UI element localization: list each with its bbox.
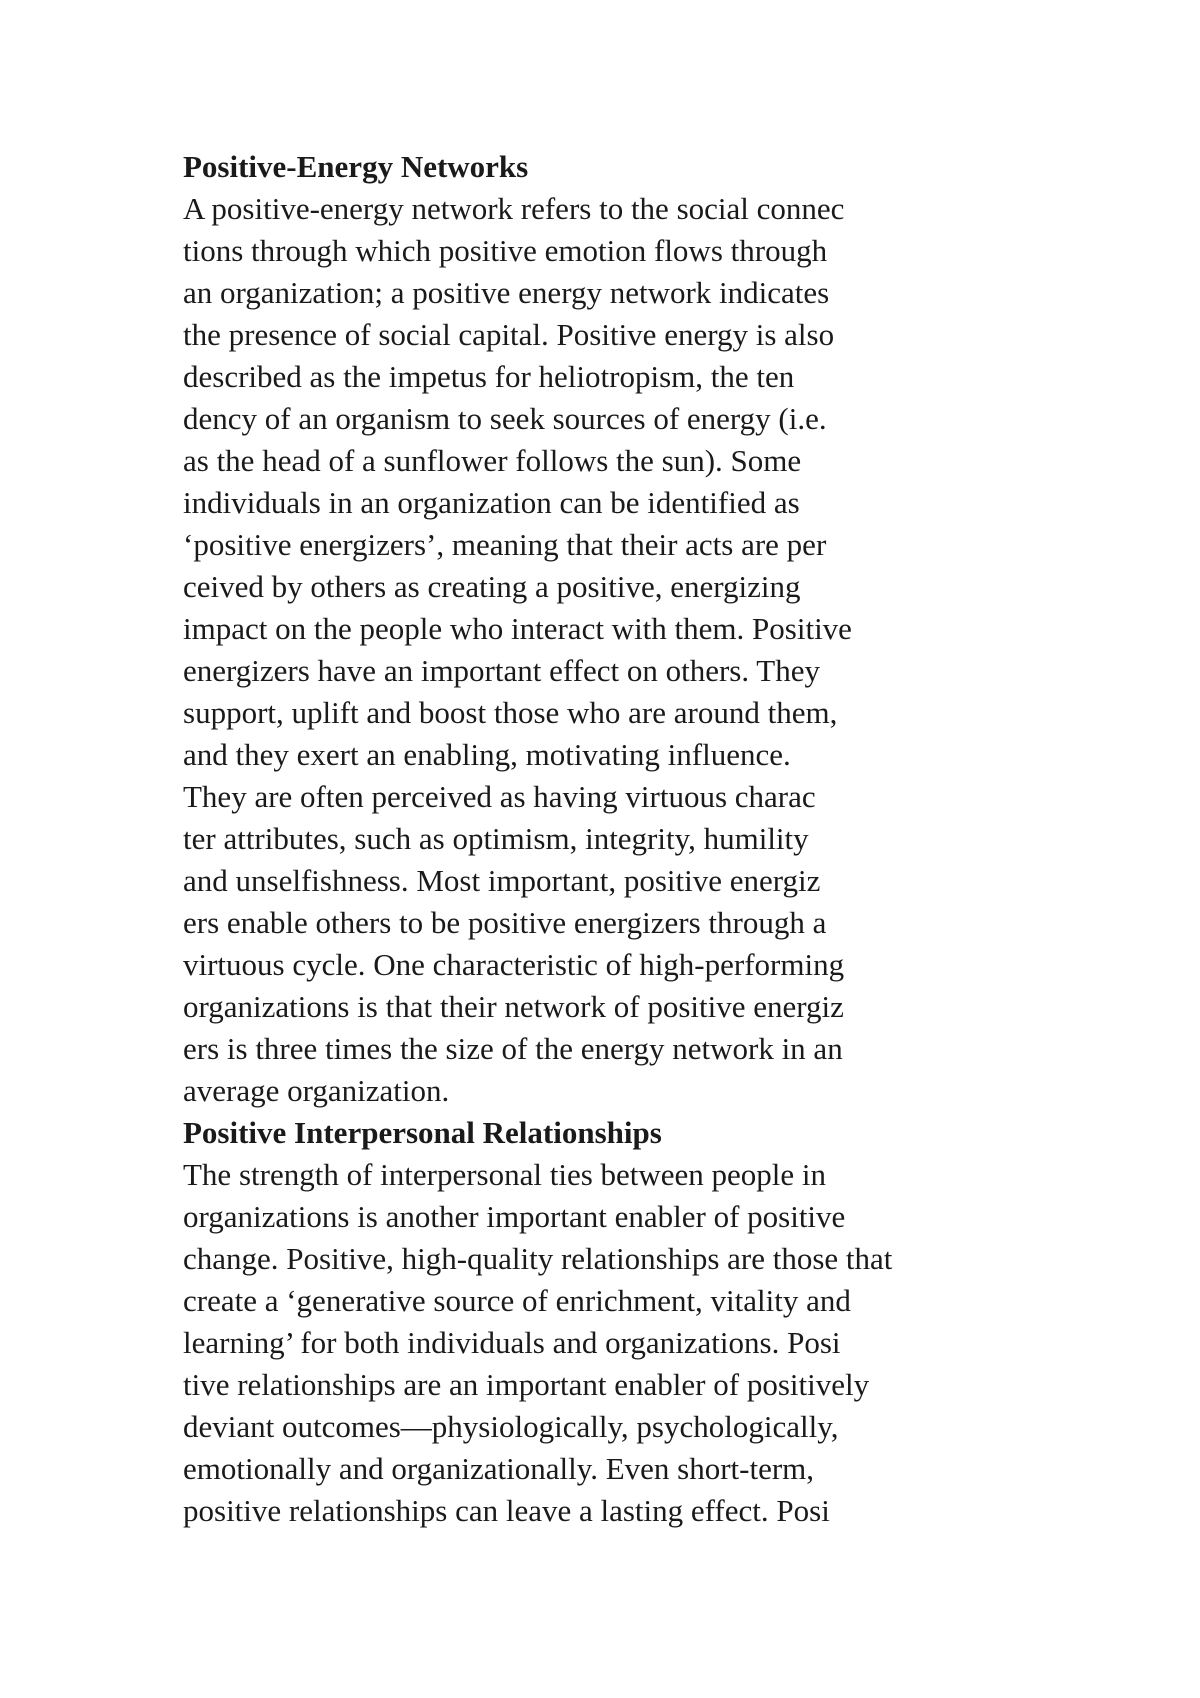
text-line: individuals in an organization can be identified as (183, 485, 800, 520)
text-line: the presence of social capital. Positive energy is also (183, 317, 835, 352)
text-line: The strength of interpersonal ties between people in (183, 1157, 827, 1192)
text-line: deviant outcomes—physiologically, psychologically, (183, 1409, 839, 1444)
text-line: energizers have an important effect on others. They (183, 653, 820, 688)
text-line: virtuous cycle. One characteristic of high-performing (183, 947, 845, 982)
text-line: change. Positive, high-quality relationships are those that (183, 1241, 893, 1276)
text-line: impact on the people who interact with them. Positive (183, 611, 852, 646)
text-line: an organization; a positive energy network indicates (183, 275, 830, 310)
text-line: described as the impetus for heliotropism, the ten (183, 359, 795, 394)
text-line: tive relationships are an important enabler of positively (183, 1367, 870, 1402)
text-line: tions through which positive emotion flows through (183, 233, 828, 268)
text-line: learning’ for both individuals and organizations. Posi (183, 1325, 841, 1360)
text-line: ‘positive energizers’, meaning that their acts are per (183, 527, 827, 562)
text-line: emotionally and organizationally. Even short-term, (183, 1451, 815, 1486)
text-line: organizations is another important enabler of positive (183, 1199, 846, 1234)
text-line: A positive-energy network refers to the social connec (183, 191, 845, 226)
text-line: organizations is that their network of positive energiz (183, 989, 844, 1024)
text-line: and unselfishness. Most important, positive energiz (183, 863, 821, 898)
text-line: ers enable others to be positive energizers through a (183, 905, 827, 940)
text-line: dency of an organism to seek sources of energy (i.e. (183, 401, 827, 436)
text-line: positive relationships can leave a lasting effect. Posi (183, 1493, 830, 1528)
text-line: and they exert an enabling, motivating influence. (183, 737, 791, 772)
text-line: They are often perceived as having virtuous charac (183, 779, 816, 814)
text-line: create a ‘generative source of enrichment, vitality and (183, 1283, 851, 1318)
body-text (183, 146, 1063, 1532)
section-paragraph (183, 1154, 1063, 1532)
text-line: average organization. (183, 1073, 450, 1108)
section-paragraph (183, 188, 1063, 1112)
text-line: as the head of a sunflower follows the sun). Some (183, 443, 802, 478)
section-heading: Positive Interpersonal Relationships (183, 1115, 662, 1150)
text-line: ceived by others as creating a positive, energizing (183, 569, 801, 604)
text-line: ers is three times the size of the energy network in an (183, 1031, 843, 1066)
text-line: support, uplift and boost those who are around them, (183, 695, 838, 730)
text-line: ter attributes, such as optimism, integrity, humility (183, 821, 809, 856)
section-heading: Positive-Energy Networks (183, 149, 529, 184)
